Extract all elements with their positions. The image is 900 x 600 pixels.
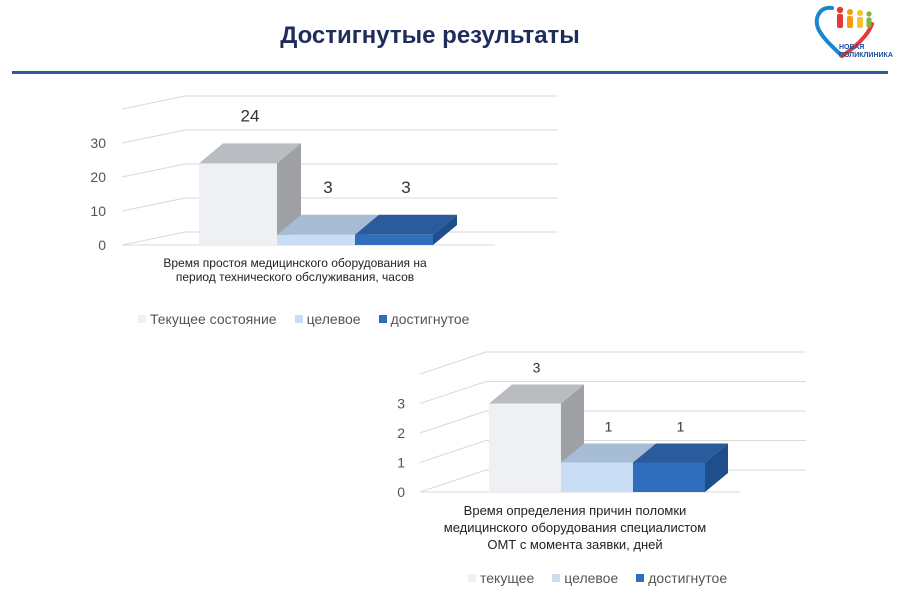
logo-text-line1: НОВАЯ	[839, 44, 865, 51]
chart2-category-label-line2: медицинского оборудования специалистом	[443, 520, 707, 535]
chart2-category-label	[400, 502, 750, 553]
gridline-depth	[420, 470, 486, 492]
data-label: 3	[323, 177, 333, 197]
legend-label: текущее	[480, 570, 535, 586]
chart1-category-label-line2: период технического обслуживания, часов	[175, 270, 415, 284]
logo-text-line2: ПОЛИКЛИНИКА	[839, 52, 893, 59]
legend-label: Текущее состояние	[150, 311, 277, 327]
y-tick-label: 30	[90, 135, 106, 151]
chart1-category-label-line1: Время простоя медицинского оборудования на	[163, 256, 427, 270]
bar-front	[633, 463, 705, 493]
gridline-depth	[420, 441, 486, 463]
chart2-legend-item-achieved	[636, 570, 727, 586]
bar-front	[561, 463, 633, 493]
legend-label: целевое	[306, 311, 361, 327]
y-tick-label: 2	[397, 425, 405, 441]
bar-front	[489, 404, 561, 493]
data-label: 24	[240, 106, 260, 126]
legend-swatch	[636, 574, 644, 582]
legend-label: достигнутое	[648, 570, 728, 586]
chart2-legend-item-target	[552, 570, 618, 586]
legend-swatch	[468, 574, 476, 582]
chart2-legend	[468, 570, 727, 586]
gridline-depth	[420, 382, 486, 404]
y-tick-label: 0	[98, 237, 106, 253]
data-label: 3	[532, 359, 541, 376]
y-tick-label: 3	[397, 395, 405, 412]
data-label: 1	[604, 418, 613, 435]
chart2-category-label-line1: Время определения причин поломки	[463, 503, 687, 518]
y-tick-label: 0	[397, 484, 405, 500]
y-tick-label: 20	[90, 169, 106, 185]
chart2-category-label-line3: ОМТ с момента заявки, дней	[487, 537, 663, 552]
gridline-depth	[420, 352, 486, 374]
y-tick-label: 10	[90, 203, 106, 219]
gridline-depth	[420, 411, 486, 433]
page-title: Достигнутые результаты	[280, 22, 580, 49]
legend-label: целевое	[564, 570, 619, 586]
data-label: 3	[401, 177, 411, 197]
legend-label: достигнутое	[390, 311, 470, 327]
data-label: 1	[676, 418, 685, 435]
chart2-legend-item-current	[468, 570, 534, 586]
y-tick-label: 1	[397, 454, 405, 471]
legend-swatch	[552, 574, 560, 582]
